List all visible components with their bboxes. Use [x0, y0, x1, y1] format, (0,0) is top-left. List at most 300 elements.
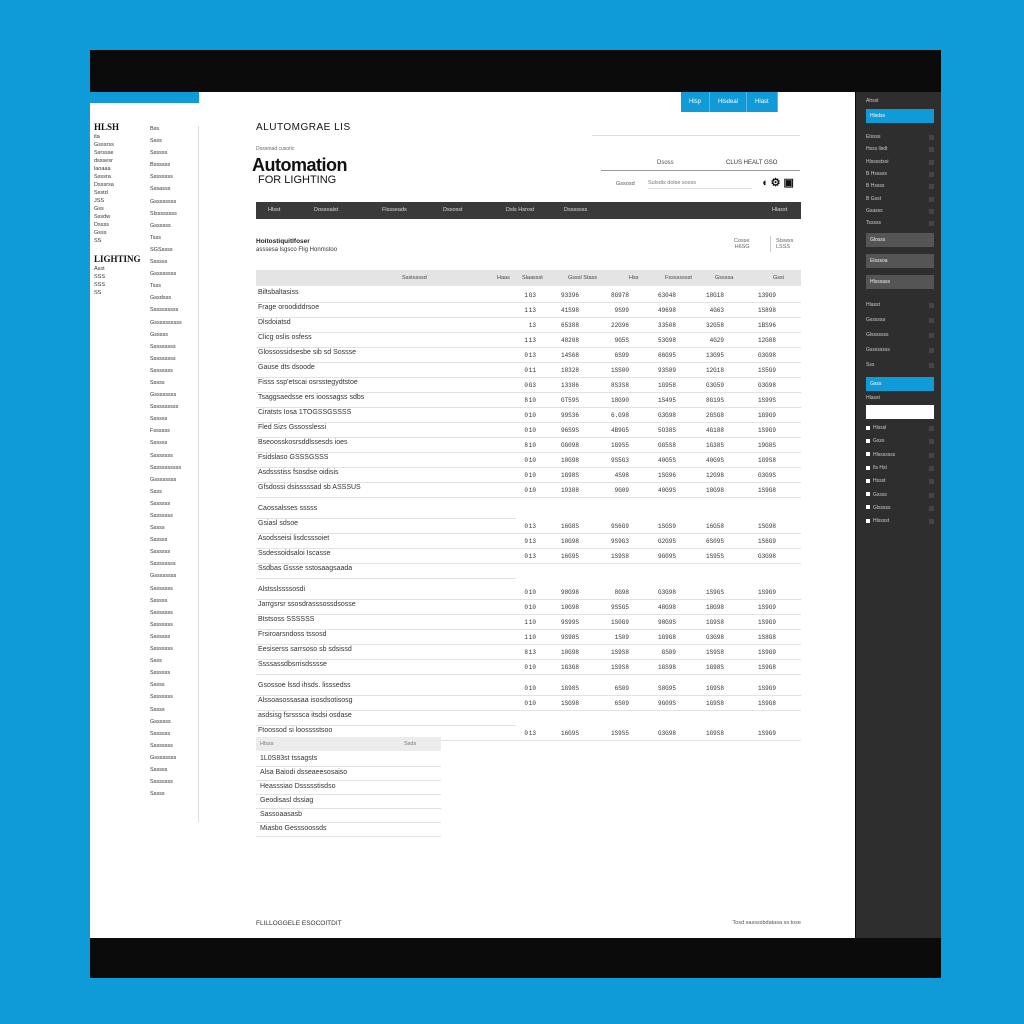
summary-list-item[interactable]: Miasbo Gesssoossds [256, 823, 441, 837]
row-cell-a: 1 [524, 337, 528, 344]
left-subnav-item[interactable]: Ssss [150, 138, 162, 145]
left-subnav-item[interactable]: Ssssss [150, 597, 168, 604]
right-panel-item-label: Tsssss [866, 220, 881, 227]
left-subnav-item[interactable]: Ssssssss [150, 621, 173, 628]
left-nav-item[interactable]: Dsssrsa [94, 182, 114, 188]
left-subnav-item[interactable]: Gssssss [150, 222, 171, 229]
row-cell-f: 6S09S [705, 538, 724, 545]
left-subnav-item[interactable]: Ssssss [150, 416, 168, 423]
meta-value: CLUS HEALT GSO [726, 160, 778, 166]
left-subnav-item[interactable]: SGSssss [150, 246, 173, 253]
row-cell-c: 1G98S [560, 472, 579, 479]
row-cell-a: 1 [524, 634, 528, 641]
row-cell-e: G3G98 [657, 589, 676, 596]
nav-col-1[interactable]: Hlsst [268, 207, 281, 213]
search-input[interactable] [648, 178, 752, 189]
left-subnav-item[interactable]: Bssssss [150, 162, 171, 169]
toggle-icon[interactable] [929, 147, 934, 152]
right-panel-item[interactable] [866, 478, 934, 484]
row-cell-b: 10 [528, 685, 536, 692]
left-nav-item[interactable]: dsssesr [94, 158, 113, 164]
row-name: Gause dts dsoode [258, 364, 315, 371]
table-row[interactable] [256, 585, 801, 600]
left-subnav-item[interactable]: Sssss [150, 791, 165, 798]
right-panel-item[interactable] [866, 171, 934, 177]
row-cell-e: 1S495 [657, 397, 676, 404]
left-subnav-item[interactable]: Ssssss [150, 150, 168, 157]
left-subnav-item[interactable]: Sssss [150, 682, 165, 689]
right-panel-item-label: B Gsst [866, 195, 882, 202]
row-cell-d: 9S9G3 [610, 538, 629, 545]
right-panel-item[interactable] [866, 196, 934, 202]
row-cell-d: 9S5G5 [610, 604, 629, 611]
left-subnav-item[interactable]: Ssssssss [150, 452, 173, 459]
left-subnav-item[interactable]: Ssssssss [150, 742, 173, 749]
left-subnav-item[interactable]: Sssssss [150, 633, 171, 640]
left-nav-item[interactable]: Ssrssse [94, 150, 114, 156]
row-cell-g: 1S9G9 [757, 619, 776, 626]
calendar-icon[interactable]: ▣ [783, 177, 797, 189]
row-name: Jarrgsrsr ssosdrasssossdsosse [258, 601, 356, 608]
row-cell-e: 9G09S [657, 553, 676, 560]
row-cell-c: 10G98 [560, 604, 579, 611]
column-header[interactable]: Gssi [773, 275, 784, 281]
left-nav-item[interactable]: Gsssrss [94, 142, 114, 148]
left-nav-item[interactable]: laoaaa [94, 166, 111, 172]
table-row[interactable] [256, 423, 801, 438]
toggle-icon[interactable] [929, 363, 934, 368]
left-subnav-item[interactable]: Gssssssssss [150, 319, 182, 326]
row-cell-e: GS09 [661, 649, 676, 656]
left-nav-item[interactable]: Dssss [94, 222, 109, 228]
summary-list-item[interactable]: Sassoaasasb [256, 809, 441, 823]
row-cell-e: 5O38S [657, 427, 676, 434]
checkbox-icon[interactable] [866, 426, 870, 430]
row-cell-d: 9S5G3 [610, 457, 629, 464]
row-cell-c: 1G98S [560, 685, 579, 692]
mini-bar-left: Hlsss [260, 741, 274, 747]
settings-icon[interactable]: ⚙ [770, 177, 784, 189]
right-panel-item[interactable] [866, 362, 934, 368]
left-nav-item[interactable]: Gsss [94, 230, 107, 236]
row-cell-e: S8G95 [657, 685, 676, 692]
table-row[interactable] [256, 468, 801, 483]
right-panel-item[interactable] [866, 302, 934, 308]
row-cell-b: 10 [528, 397, 536, 404]
left-nav-item[interactable]: Sssdw [94, 214, 111, 220]
row-cell-a: 0 [524, 664, 528, 671]
toggle-icon[interactable] [929, 466, 934, 471]
row-cell-a: 9 [524, 538, 528, 545]
toggle-icon[interactable] [929, 209, 934, 214]
column-header[interactable]: Ssstssssd [402, 275, 427, 281]
row-cell-g: 139G9 [757, 292, 776, 299]
row-name: Tsaggsaedsse ers ioossagss sdbs [258, 394, 365, 401]
right-panel-item[interactable] [866, 208, 934, 214]
right-panel-item[interactable] [866, 134, 934, 140]
right-panel-item[interactable] [866, 146, 934, 152]
checkbox-icon[interactable] [866, 505, 870, 509]
row-cell-a: 0 [524, 487, 528, 494]
left-subnav-item[interactable]: Sssss [150, 525, 165, 532]
left-subnav-item[interactable]: Ssssssss [150, 779, 173, 786]
nav-col-2[interactable]: Dossoalst [314, 207, 339, 213]
row-cell-b: 10 [528, 589, 536, 596]
nav-col-3[interactable]: Flssseads [382, 207, 407, 213]
table-row[interactable] [256, 681, 801, 696]
grid-icon[interactable]: ◖ [761, 177, 771, 189]
row-cell-f: 1S9S8 [705, 649, 724, 656]
row-cell-d: 6S09 [614, 685, 629, 692]
checkbox-icon[interactable] [866, 466, 870, 470]
nav-col-6[interactable]: Dsssssss [564, 207, 588, 213]
left-subnav-item[interactable]: Sssssss [150, 500, 171, 507]
toggle-icon[interactable] [929, 318, 934, 323]
row-cell-e: 40G9S [657, 487, 676, 494]
table-row[interactable] [256, 711, 516, 726]
right-panel-input[interactable] [866, 405, 934, 419]
table-row[interactable] [256, 318, 801, 333]
nav-col-7[interactable]: Hlasst [772, 207, 788, 213]
left-subnav-item[interactable]: Gssssss [150, 718, 171, 725]
row-cell-f: 13G95 [705, 352, 724, 359]
table-row[interactable] [256, 600, 801, 615]
left-subnav-item[interactable]: Sssssssss [150, 343, 176, 350]
row-cell-b: 13 [528, 307, 536, 314]
left-subnav-item[interactable]: Ssssssss [150, 513, 173, 519]
left-subnav-item[interactable]: Sssssssss [150, 355, 176, 362]
left-subnav-item[interactable]: Ssssss [150, 537, 168, 544]
table-row[interactable] [256, 453, 801, 468]
right-panel-active-item[interactable] [866, 109, 934, 123]
summary-separator [770, 236, 771, 252]
left-subnav-item[interactable]: Sssss [150, 706, 165, 713]
column-header[interactable]: Gssssa [715, 275, 734, 281]
right-panel-item-label: Gssss [873, 491, 887, 498]
row-cell-f: 1G9S8 [705, 700, 724, 707]
row-cell-c: 1G3G8 [560, 664, 579, 671]
left-subnav-item[interactable]: Gssssssss [150, 271, 177, 278]
row-name: Gsiasl sdsoe [258, 520, 299, 527]
nav-col-5[interactable]: Dsls Hsrost [506, 207, 535, 213]
left-nav-item[interactable]: Ssssra [94, 174, 111, 180]
right-panel-grey-2[interactable] [866, 254, 934, 268]
column-header[interactable]: Hss [629, 275, 639, 281]
table-row[interactable] [256, 288, 801, 303]
table-row[interactable] [256, 333, 801, 348]
row-name: Alstsslssssosdi [258, 586, 306, 593]
row-cell-f: 32G58 [705, 322, 724, 329]
row-cell-g: 1S8G8 [757, 634, 776, 641]
left-subnav-item[interactable]: Ssssss [150, 259, 168, 266]
row-cell-f: 18G18 [705, 292, 724, 299]
toggle-icon[interactable] [929, 493, 934, 498]
row-name: Fled Sizs Gssosslessi [258, 424, 327, 431]
right-panel-item[interactable] [866, 465, 934, 471]
header-divider-2 [601, 170, 800, 171]
left-subnav-item[interactable]: Slssssssss [150, 210, 177, 217]
row-cell-c: 14S68 [560, 352, 579, 359]
summary-badge-b: Stswss LSSS [776, 238, 794, 250]
left-nav-item[interactable]: JSS [94, 198, 105, 204]
row-cell-b: 13 [528, 523, 536, 530]
right-panel-item[interactable] [866, 159, 934, 165]
row-cell-a: 0 [524, 412, 528, 419]
tab-2[interactable]: Hlsdeal [710, 92, 747, 112]
left-subnav-item[interactable]: Sssssss [150, 730, 171, 737]
table-row[interactable] [256, 483, 801, 498]
toggle-icon[interactable] [929, 197, 934, 202]
right-panel-item[interactable] [866, 505, 934, 511]
row-cell-c: 16G9S [560, 730, 579, 737]
left-subnav-item[interactable]: Gssdsss [150, 295, 172, 302]
right-panel-item[interactable] [866, 492, 934, 498]
row-cell-e: G3G98 [657, 730, 676, 737]
table-row[interactable] [256, 504, 516, 519]
left-nav-item[interactable]: Gss [94, 206, 104, 212]
summary-list-item[interactable]: Alsa Baiodi dsseaeesosaiso [256, 767, 441, 781]
left-nav-item[interactable]: SSS [94, 282, 106, 288]
row-cell-b: 13 [528, 538, 536, 545]
checkbox-icon[interactable] [866, 452, 870, 456]
column-header[interactable]: Slaassst [522, 275, 543, 281]
row-cell-b: 13 [528, 649, 536, 656]
table-row[interactable] [256, 363, 801, 378]
column-header[interactable]: Gsssl Stass [568, 275, 598, 281]
right-panel-item[interactable] [866, 332, 934, 338]
summary-list [256, 753, 441, 837]
left-nav-item[interactable]: SS [94, 290, 102, 296]
left-subnav-item[interactable]: Sssssssssss [150, 464, 182, 471]
row-cell-f: 4G188 [705, 427, 724, 434]
row-cell-d: 9S6G9 [610, 523, 629, 530]
row-cell-b: 10 [528, 442, 536, 449]
row-cell-c: 13386 [560, 382, 579, 389]
row-cell-c: 93396 [560, 292, 579, 299]
table-row[interactable] [256, 519, 801, 534]
left-subnav-item[interactable]: Gssssssss [150, 476, 177, 483]
row-name: Ftoossod si loosssstsoo [258, 727, 333, 734]
row-cell-d: 1S9S8 [610, 649, 629, 656]
right-panel-grey-3[interactable] [866, 275, 934, 289]
summary-list-item[interactable]: Geodisasl dssiag [256, 795, 441, 809]
column-header[interactable]: Fsssssssst [665, 275, 692, 281]
toggle-icon[interactable] [929, 439, 934, 444]
row-cell-g: 1S9G9 [757, 604, 776, 611]
left-subnav-item[interactable]: Gssssssss [150, 392, 177, 399]
left-subnav-item[interactable]: Ssssss [150, 766, 168, 773]
toggle-icon[interactable] [929, 479, 934, 484]
row-cell-e: 48G98 [657, 604, 676, 611]
row-cell-g: 19G8S [757, 442, 776, 449]
checkbox-icon[interactable] [866, 492, 870, 496]
row-cell-g: 1S9G9 [757, 589, 776, 596]
row-cell-g: 1S9G8 [757, 700, 776, 707]
left-subnav-item[interactable]: Tsss [150, 234, 161, 241]
left-subnav-item[interactable]: Ssssssss [150, 585, 173, 592]
checkbox-icon[interactable] [866, 439, 870, 443]
summary-mini-bar [256, 737, 441, 751]
right-panel-item[interactable] [866, 183, 934, 189]
toggle-icon[interactable] [929, 453, 934, 458]
row-name: Gsossoe lssd ihsds. lisssedss [258, 682, 351, 689]
summary-list-item[interactable]: 1L0S83st tssagsts [256, 753, 441, 767]
toggle-icon[interactable] [929, 160, 934, 165]
toggle-icon[interactable] [929, 184, 934, 189]
right-panel-item-label: Glsssss [873, 504, 891, 511]
left-subnav-item[interactable]: Fssssss [150, 428, 170, 435]
right-panel-selected-filter[interactable] [866, 377, 934, 391]
toggle-icon[interactable] [929, 172, 934, 177]
left-subnav-item[interactable]: Sssasss [150, 186, 171, 193]
left-subnav-item[interactable]: Ssssssss [150, 694, 173, 701]
left-subnav-item[interactable]: Gssssssss [150, 573, 177, 580]
tab-3[interactable]: Hlast [747, 92, 778, 112]
row-cell-d: 4S98 [614, 472, 629, 479]
left-subnav-item[interactable]: Ssssssss [150, 646, 173, 653]
row-name: Frsiroarsndoss tssosd [258, 631, 327, 638]
table-row[interactable] [256, 564, 516, 579]
toggle-icon[interactable] [929, 333, 934, 338]
left-subnav-item[interactable]: Gssssssss [150, 754, 177, 761]
left-subnav-item[interactable]: Ssssssss [150, 174, 173, 181]
left-subnav-item[interactable]: Bss [150, 126, 160, 132]
table-row[interactable] [256, 393, 801, 408]
row-cell-g: 12G88 [757, 337, 776, 344]
left-nav-item[interactable]: Ssstd [94, 190, 108, 196]
left-subnav-item[interactable]: Ssssss [150, 440, 168, 447]
right-panel-item[interactable] [866, 438, 934, 444]
left-nav-item[interactable]: ita [94, 134, 100, 140]
toggle-icon[interactable] [929, 506, 934, 511]
right-panel-item-label: Hlsssst [873, 518, 890, 525]
left-subnav-item[interactable]: Ssssssssss [150, 404, 179, 411]
nav-col-4[interactable]: Dssosst [443, 207, 463, 213]
right-panel-item[interactable] [866, 220, 934, 226]
checkbox-icon[interactable] [866, 479, 870, 483]
row-name: Bseoosskosrsddlssesds ioes [258, 439, 348, 446]
left-subnav-item[interactable]: Ssss [150, 488, 162, 495]
left-subnav-item[interactable]: Sssssss [150, 549, 171, 556]
column-header[interactable]: Haas [497, 275, 510, 281]
top-tabs [681, 92, 778, 112]
mini-bar-right: Ssds [404, 741, 417, 747]
left-subnav-item[interactable]: Sssssssss [150, 561, 176, 568]
row-cell-b: 10 [528, 700, 536, 707]
row-cell-f: 12G98 [705, 472, 724, 479]
toggle-icon[interactable] [929, 348, 934, 353]
left-subnav-item[interactable]: Ssssssss [150, 609, 173, 616]
left-nav-item[interactable]: SSS [94, 274, 106, 280]
row-cell-c: 9S99S [560, 619, 579, 626]
left-subnav-item[interactable]: Sssssss [150, 670, 171, 677]
row-cell-g: G3G9S [757, 472, 776, 479]
row-cell-g: G3G98 [757, 382, 776, 389]
footer-right: Tosd sassssbdatasa ss tose [732, 920, 801, 926]
row-cell-a: 0 [524, 700, 528, 707]
toggle-icon[interactable] [929, 221, 934, 226]
left-nav-item[interactable]: HLSH [94, 122, 120, 132]
right-panel-item[interactable] [866, 317, 934, 323]
meta-label: Dsoss [657, 160, 674, 166]
row-cell-c: 9S98S [560, 634, 579, 641]
table-row[interactable] [256, 660, 801, 675]
row-cell-e: 1G958 [657, 382, 676, 389]
row-cell-f: 16G58 [705, 523, 724, 530]
left-subnav-item[interactable]: Tsss [150, 283, 161, 290]
row-cell-c: 19388 [560, 487, 579, 494]
row-cell-e: 9G09S [657, 700, 676, 707]
row-cell-g: 1S9G9 [757, 649, 776, 656]
row-cell-f: 4G63 [709, 307, 724, 314]
row-cell-d: 1S9S8 [610, 553, 629, 560]
right-panel-item[interactable] [866, 518, 934, 524]
row-cell-e: 1GS98 [657, 664, 676, 671]
right-panel-item-label: Gsasss [866, 207, 883, 214]
table-row[interactable] [256, 549, 801, 564]
column-nav-bar [256, 202, 801, 219]
table-row[interactable] [256, 378, 801, 393]
left-subnav-item[interactable]: Sssss [150, 379, 165, 386]
table-row[interactable] [256, 438, 801, 453]
row-cell-a: 0 [524, 730, 528, 737]
toggle-icon[interactable] [929, 519, 934, 524]
table-row[interactable] [256, 615, 801, 630]
row-cell-g: 1G9S8 [757, 457, 776, 464]
right-panel-item[interactable] [866, 425, 934, 431]
right-panel-item[interactable] [866, 452, 934, 458]
left-subnav-item[interactable]: Gssssssss [150, 198, 177, 205]
right-panel-input-label: Hlasst [866, 395, 880, 401]
left-nav-item[interactable]: Asst [94, 266, 105, 272]
left-subnav-item[interactable]: Ssss [150, 658, 162, 665]
left-nav-item[interactable]: SS [94, 238, 102, 244]
table-row[interactable] [256, 408, 801, 423]
left-subnav-item[interactable]: Gsssss [150, 331, 169, 338]
row-cell-c: 41S98 [560, 307, 579, 314]
row-cell-e: 40G5S [657, 457, 676, 464]
row-name: Asdssstiss fsosdse oidisis [258, 469, 339, 476]
table-row[interactable] [256, 534, 801, 549]
row-cell-d: 8G98 [614, 589, 629, 596]
row-cell-b: 13 [528, 337, 536, 344]
left-subnav-item[interactable]: Ssssssss [150, 367, 173, 374]
toggle-icon[interactable] [929, 135, 934, 140]
table-row[interactable] [256, 630, 801, 645]
left-subnav-item[interactable]: Ssssssssss [150, 307, 179, 314]
toggle-icon[interactable] [929, 303, 934, 308]
row-cell-a: 0 [524, 427, 528, 434]
row-cell-e: 53G98 [657, 337, 676, 344]
row-cell-g: 1S9G8 [757, 664, 776, 671]
table-row[interactable] [256, 696, 801, 711]
row-name: Gfsdossi dsisssssad sb ASSSUS [258, 484, 361, 491]
tab-1[interactable]: Hlsp [681, 92, 710, 112]
left-nav-item[interactable]: LIGHTING [94, 254, 141, 264]
row-cell-e: G2G9S [657, 538, 676, 545]
row-cell-d: 1SS00 [610, 367, 629, 374]
toggle-icon[interactable] [929, 426, 934, 431]
table-row[interactable] [256, 645, 801, 660]
right-panel-item[interactable] [866, 347, 934, 353]
table-row[interactable] [256, 348, 801, 363]
summary-list-item[interactable]: Heasssiao Dssssstisdso [256, 781, 441, 795]
table-row[interactable] [256, 303, 801, 318]
right-panel-grey-1[interactable] [866, 233, 934, 247]
checkbox-icon[interactable] [866, 519, 870, 523]
right-panel-item-label: Hlsssl [873, 425, 887, 431]
row-cell-c: GG098 [560, 442, 579, 449]
